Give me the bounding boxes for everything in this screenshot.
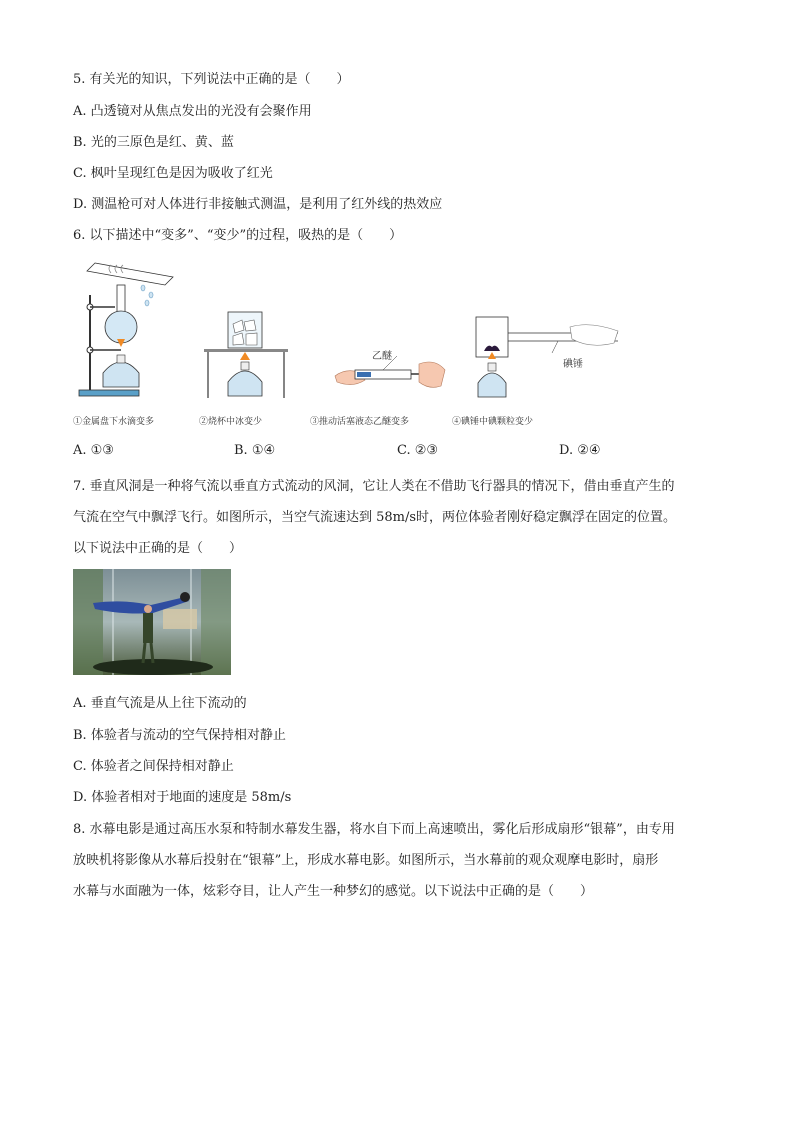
q8-stem-line-1: 8. 水幕电影是通过高压水泵和特制水幕发生器，将水自下而上高速喷出，雾化后形成扇形“银幕”，由专用 <box>73 822 675 837</box>
figure-3-ether-label: 乙醚 <box>372 351 392 362</box>
q6-option-a: A. ①③ <box>73 443 114 458</box>
q7-stem-line-3: 以下说法中正确的是（ ） <box>73 541 243 556</box>
q6-stem: 6. 以下描述中“变多”、“变少”的过程，吸热的是（ ） <box>73 228 403 243</box>
q7-option-d: D. 体验者相对于地面的速度是 58m/s <box>73 790 292 805</box>
q7-option-a: A. 垂直气流是从上往下流动的 <box>73 696 247 711</box>
q6-option-b: B. ①④ <box>234 443 276 458</box>
q5-option-c: C. 枫叶呈现红色是因为吸收了红光 <box>73 166 273 181</box>
q7-option-b: B. 体验者与流动的空气保持相对静止 <box>73 728 286 743</box>
wind-tunnel-photo <box>73 569 231 675</box>
figure-2-ice-beaker-setup <box>200 300 300 405</box>
figure-4-caption: ④碘锤中碘颗粒变少 <box>452 417 534 427</box>
figure-2-caption: ②烧杯中冰变少 <box>199 417 263 427</box>
q7-option-c: C. 体验者之间保持相对静止 <box>73 759 234 774</box>
q5-option-d: D. 测温枪可对人体进行非接触式测温，是利用了红外线的热效应 <box>73 197 443 212</box>
q6-option-c: C. ②③ <box>397 443 439 458</box>
q6-options <box>73 443 713 461</box>
q5-option-b: B. 光的三原色是红、黄、蓝 <box>73 135 234 150</box>
q5-stem: 5. 有关光的知识，下列说法中正确的是（ ） <box>73 72 350 87</box>
q5-option-a: A. 凸透镜对从焦点发出的光没有会聚作用 <box>73 104 312 119</box>
figure-1-metal-plate-setup <box>73 255 183 405</box>
q7-stem-line-1: 7. 垂直风洞是一种将气流以垂直方式流动的风洞，它让人类在不借助飞行器具的情况下，借由垂直产生的 <box>73 479 675 494</box>
figure-1-caption: ①金属盘下水滴变多 <box>73 417 155 427</box>
figure-3-caption: ③推动活塞液态乙醚变多 <box>310 417 410 427</box>
q7-stem-line-2: 气流在空气中飘浮飞行。如图所示，当空气流速达到 58m/s时，两位体验者刚好稳定飘浮在固定的位置。 <box>73 510 677 525</box>
figure-4-iodine-label: 碘锤 <box>563 359 583 370</box>
q8-stem-line-3: 水幕与水面融为一体，炫彩夺目，让人产生一种梦幻的感觉。以下说法中正确的是（ ） <box>73 884 594 899</box>
figure-4-iodine-hammer-setup <box>470 313 630 405</box>
q6-option-d: D. ②④ <box>559 443 601 458</box>
q8-stem-line-2: 放映机将影像从水幕后投射在“银幕”上，形成水幕电影。如图所示，当水幕前的观众观摩电影时，扇形 <box>73 853 659 868</box>
